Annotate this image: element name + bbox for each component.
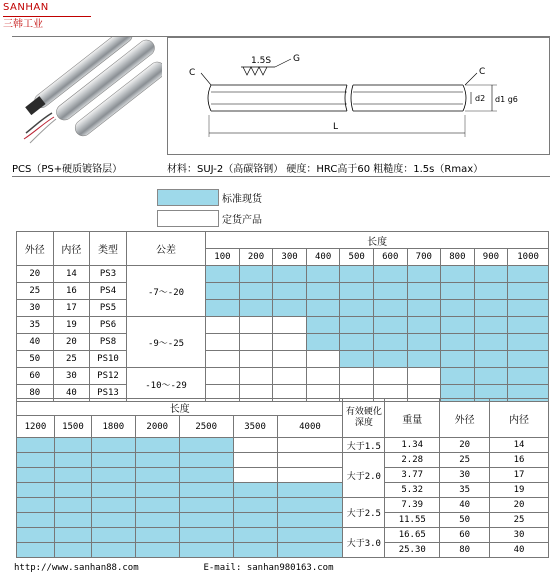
table2-cell-standard <box>54 453 91 468</box>
table1-cell-standard <box>373 266 407 283</box>
table1-cell-od: 80 <box>17 385 54 402</box>
table2-cell-standard <box>54 483 91 498</box>
spec-table-short <box>16 231 549 402</box>
table1-cell-standard <box>508 334 549 351</box>
table1-cell-custom <box>306 351 340 368</box>
table1-cell-custom <box>206 334 240 351</box>
table2-cell-depth: 大于3.0 <box>343 528 385 558</box>
table2-cell-standard <box>135 498 179 513</box>
legend-label-standard: 标准现货 <box>222 194 262 205</box>
table2-cell-id: 40 <box>490 543 549 558</box>
table1-cell-type: PS6 <box>90 317 127 334</box>
table1-cell-od: 20 <box>17 266 54 283</box>
table1-col-length: 长度 <box>206 232 549 249</box>
table2-cell-id: 17 <box>490 468 549 483</box>
spec-table-long <box>16 398 549 558</box>
table2-cell-od: 60 <box>440 528 490 543</box>
table1-cell-standard <box>306 266 340 283</box>
table1-cell-type: PS10 <box>90 351 127 368</box>
table1-cell-custom <box>306 368 340 385</box>
table2-cell-weight: 5.32 <box>385 483 440 498</box>
table2-cell-standard <box>54 438 91 453</box>
table2-col-id: 内径 <box>490 399 549 438</box>
table1-cell-type: PS12 <box>90 368 127 385</box>
table1-length-header: 900 <box>474 249 508 266</box>
table2-cell-standard <box>277 528 343 543</box>
table1-cell-standard <box>441 351 475 368</box>
table2-cell-id: 30 <box>490 528 549 543</box>
table2-cell-depth: 大于1.5 <box>343 438 385 453</box>
table2-cell-od: 25 <box>440 453 490 468</box>
table2-length-header: 1200 <box>17 416 55 438</box>
technical-drawing <box>167 37 550 155</box>
table2-cell-standard <box>277 483 343 498</box>
table2-row <box>17 483 549 498</box>
table2-cell-standard <box>233 498 277 513</box>
table1-row <box>17 368 549 385</box>
table2-cell-weight: 3.77 <box>385 468 440 483</box>
table1-cell-standard <box>306 317 340 334</box>
table2-cell-standard <box>135 468 179 483</box>
table2-cell-standard <box>179 498 233 513</box>
table2-cell-standard <box>135 438 179 453</box>
table1-cell-custom <box>239 334 273 351</box>
table1-cell-standard <box>373 334 407 351</box>
table1-cell-custom <box>273 368 307 385</box>
table2-cell-weight: 1.34 <box>385 438 440 453</box>
table1-cell-od: 40 <box>17 334 54 351</box>
table1-cell-standard <box>373 300 407 317</box>
table2-row <box>17 498 549 513</box>
table2-cell-standard <box>17 498 55 513</box>
table1-cell-standard <box>373 283 407 300</box>
table1-col-id: 内径 <box>53 232 90 266</box>
table1-cell-standard <box>407 300 441 317</box>
table2-cell-standard <box>17 438 55 453</box>
table1-cell-standard <box>340 334 374 351</box>
drawing-label-d1: d1 g6 <box>495 95 518 104</box>
table1-cell-standard <box>407 283 441 300</box>
table2-cell-standard <box>135 513 179 528</box>
caption-material: 材料：SUJ-2（高碳铬钢） 硬度：HRC高于60 粗糙度：1.5s（Rmax） <box>167 164 484 175</box>
table2-cell-standard <box>233 528 277 543</box>
drawing-label-roughness: 1.5S <box>251 56 272 66</box>
table1-cell-id: 20 <box>53 334 90 351</box>
table2-length-header: 2000 <box>135 416 179 438</box>
table1-cell-tolerance: -10～-29 <box>126 368 205 402</box>
shaft-dimension-drawing <box>167 37 550 155</box>
table1-cell-standard <box>340 317 374 334</box>
table1-length-header: 400 <box>306 249 340 266</box>
table2-cell-standard <box>277 498 343 513</box>
table1-cell-custom <box>206 351 240 368</box>
table2-cell-standard <box>17 513 55 528</box>
table1-row <box>17 334 549 351</box>
table1-cell-tolerance: -9～-25 <box>126 317 205 368</box>
table2-cell-weight: 2.28 <box>385 453 440 468</box>
table1-col-tolerance: 公差 <box>126 232 205 266</box>
table1-length-header: 200 <box>239 249 273 266</box>
table1-cell-id: 19 <box>53 317 90 334</box>
table1-length-header: 500 <box>340 249 374 266</box>
table1-cell-standard <box>206 300 240 317</box>
table2-cell-standard <box>233 513 277 528</box>
table2-cell-standard <box>277 513 343 528</box>
table2-cell-standard <box>17 483 55 498</box>
table1-cell-id: 30 <box>53 368 90 385</box>
table1-cell-od: 60 <box>17 368 54 385</box>
table2-cell-custom <box>233 453 277 468</box>
table1-cell-standard <box>474 368 508 385</box>
table1-row <box>17 317 549 334</box>
table2-cell-weight: 7.39 <box>385 498 440 513</box>
table1-cell-standard <box>474 283 508 300</box>
table2-cell-custom <box>233 438 277 453</box>
brand-name-en: SANHAN <box>3 2 49 13</box>
drawing-label-c-left: C <box>189 68 196 78</box>
table2-col-od: 外径 <box>440 399 490 438</box>
table1-cell-standard <box>407 351 441 368</box>
table2-cell-standard <box>135 453 179 468</box>
table1-cell-standard <box>239 266 273 283</box>
table1-cell-id: 40 <box>53 385 90 402</box>
table1-cell-custom <box>273 351 307 368</box>
table2-cell-standard <box>91 543 135 558</box>
table1-cell-custom <box>239 368 273 385</box>
table1-cell-custom <box>239 317 273 334</box>
table1-header-row <box>17 232 549 249</box>
table1-cell-standard <box>441 266 475 283</box>
table2-cell-standard <box>91 453 135 468</box>
table2-cell-od: 50 <box>440 513 490 528</box>
table1-cell-id: 17 <box>53 300 90 317</box>
legend-swatch-standard <box>157 189 219 206</box>
footer-url[interactable]: http://www.sanhan88.com <box>14 563 139 573</box>
table1-cell-standard <box>474 351 508 368</box>
drawing-label-l: L <box>333 122 339 132</box>
table2-cell-standard <box>179 453 233 468</box>
table1-length-header: 600 <box>373 249 407 266</box>
drawing-label-d2: d2 <box>475 94 486 103</box>
table2-cell-id: 19 <box>490 483 549 498</box>
table2-cell-custom <box>277 438 343 453</box>
table1-cell-standard <box>508 351 549 368</box>
table2-cell-custom <box>277 468 343 483</box>
table1-cell-type: PS13 <box>90 385 127 402</box>
table1-cell-standard <box>474 266 508 283</box>
table2-cell-standard <box>17 468 55 483</box>
table1-col-type: 类型 <box>90 232 127 266</box>
table1-cell-type: PS5 <box>90 300 127 317</box>
table2-cell-id: 20 <box>490 498 549 513</box>
table2-cell-standard <box>54 528 91 543</box>
shaft-photo-illustration <box>12 37 162 155</box>
table1-cell-od: 30 <box>17 300 54 317</box>
table1-cell-custom <box>206 368 240 385</box>
table2-cell-id: 16 <box>490 453 549 468</box>
table1-cell-standard <box>441 317 475 334</box>
table2-cell-standard <box>179 543 233 558</box>
table2-cell-custom <box>233 468 277 483</box>
table2-col-depth: 有效硬化深度 <box>343 399 385 438</box>
table2-row <box>17 513 549 528</box>
table2-cell-standard <box>91 468 135 483</box>
table1-length-header: 1000 <box>508 249 549 266</box>
table1-cell-standard <box>508 368 549 385</box>
table2-cell-id: 14 <box>490 438 549 453</box>
table2-cell-od: 20 <box>440 438 490 453</box>
table2-cell-standard <box>91 483 135 498</box>
table2-length-header: 2500 <box>179 416 233 438</box>
table2-cell-id: 25 <box>490 513 549 528</box>
table1-cell-standard <box>407 317 441 334</box>
table1-row <box>17 300 549 317</box>
brand-logo <box>3 2 93 30</box>
table2-length-header: 4000 <box>277 416 343 438</box>
legend-swatch-custom <box>157 210 219 227</box>
table2-cell-custom <box>277 453 343 468</box>
table1-cell-id: 14 <box>53 266 90 283</box>
table1-cell-standard <box>407 334 441 351</box>
table1-cell-standard <box>373 351 407 368</box>
table1-length-header: 100 <box>206 249 240 266</box>
table2-row <box>17 468 549 483</box>
table1-cell-od: 25 <box>17 283 54 300</box>
table1-cell-standard <box>239 300 273 317</box>
table2-cell-standard <box>91 438 135 453</box>
table1-cell-standard <box>340 351 374 368</box>
table1-cell-id: 25 <box>53 351 90 368</box>
table2-cell-standard <box>179 483 233 498</box>
table2-col-weight: 重量 <box>385 399 440 438</box>
table2-cell-standard <box>233 483 277 498</box>
table2-cell-standard <box>179 468 233 483</box>
table2-cell-standard <box>54 468 91 483</box>
table1-cell-custom <box>206 317 240 334</box>
table2-cell-weight: 16.65 <box>385 528 440 543</box>
table1-cell-standard <box>441 368 475 385</box>
table1-cell-standard <box>373 317 407 334</box>
table2-cell-standard <box>135 483 179 498</box>
drawing-label-c-right: C <box>479 67 486 77</box>
table2-cell-standard <box>91 528 135 543</box>
footer-email[interactable]: E-mail: sanhan980163.com <box>203 563 334 573</box>
table2-cell-weight: 11.55 <box>385 513 440 528</box>
table1-cell-standard <box>273 300 307 317</box>
table2-row <box>17 453 549 468</box>
table2-cell-standard <box>179 528 233 543</box>
table2-cell-depth: 大于2.0 <box>343 453 385 498</box>
table1-cell-standard <box>306 300 340 317</box>
table1-cell-standard <box>340 266 374 283</box>
table1-cell-custom <box>273 334 307 351</box>
table2-length-header: 1500 <box>54 416 91 438</box>
table1-row <box>17 266 549 283</box>
table2-cell-standard <box>54 513 91 528</box>
table1-cell-standard <box>474 334 508 351</box>
table1-cell-custom <box>273 317 307 334</box>
table2-cell-standard <box>135 528 179 543</box>
table1-cell-type: PS4 <box>90 283 127 300</box>
table2-cell-od: 30 <box>440 468 490 483</box>
table1-cell-standard <box>340 283 374 300</box>
table1-cell-od: 35 <box>17 317 54 334</box>
table2-cell-standard <box>17 453 55 468</box>
table1-cell-standard <box>508 266 549 283</box>
table2-cell-standard <box>17 528 55 543</box>
table2-cell-standard <box>135 543 179 558</box>
table2-cell-od: 40 <box>440 498 490 513</box>
legend-label-custom: 定货产品 <box>222 215 262 226</box>
table1-cell-standard <box>474 300 508 317</box>
table2-cell-depth: 大于2.5 <box>343 498 385 528</box>
table1-length-header: 800 <box>441 249 475 266</box>
table1-row <box>17 351 549 368</box>
table2-cell-standard <box>277 543 343 558</box>
table2-length-header: 3500 <box>233 416 277 438</box>
table2-cell-standard <box>91 513 135 528</box>
table1-cell-tolerance: -7～-20 <box>126 266 205 317</box>
table2-col-length: 长度 <box>17 399 343 416</box>
table2-cell-standard <box>233 543 277 558</box>
table2-cell-standard <box>179 513 233 528</box>
table1-cell-standard <box>508 300 549 317</box>
table1-cell-type: PS8 <box>90 334 127 351</box>
table1-cell-custom <box>373 368 407 385</box>
caption-product: PCS（PS+硬质镀铬层） <box>12 164 123 175</box>
brand-name-cn: 三韩工业 <box>3 19 43 30</box>
table2-cell-standard <box>54 498 91 513</box>
table2-cell-standard <box>179 438 233 453</box>
table1-cell-custom <box>340 368 374 385</box>
table1-cell-id: 16 <box>53 283 90 300</box>
table1-cell-standard <box>474 317 508 334</box>
table1-length-header: 700 <box>407 249 441 266</box>
table1-cell-standard <box>206 266 240 283</box>
product-photo <box>12 37 162 155</box>
table1-cell-custom <box>407 368 441 385</box>
table2-row <box>17 528 549 543</box>
table1-cell-standard <box>508 317 549 334</box>
drawing-label-g: G <box>293 54 300 64</box>
table1-cell-standard <box>239 283 273 300</box>
table1-cell-standard <box>206 283 240 300</box>
table1-cell-type: PS3 <box>90 266 127 283</box>
footer <box>14 563 334 573</box>
table1-cell-standard <box>273 283 307 300</box>
table2-length-header: 1800 <box>91 416 135 438</box>
table1-cell-standard <box>407 266 441 283</box>
table1-cell-standard <box>441 334 475 351</box>
table2-row <box>17 438 549 453</box>
table1-cell-od: 50 <box>17 351 54 368</box>
table2-cell-standard <box>54 543 91 558</box>
table1-row <box>17 283 549 300</box>
table1-cell-custom <box>239 351 273 368</box>
table1-cell-standard <box>340 300 374 317</box>
table2-cell-od: 80 <box>440 543 490 558</box>
table2-cell-od: 35 <box>440 483 490 498</box>
brand-rule <box>3 16 91 17</box>
table2-row <box>17 543 549 558</box>
table1-cell-standard <box>273 266 307 283</box>
table1-length-header: 300 <box>273 249 307 266</box>
table2-cell-standard <box>91 498 135 513</box>
table2-header-row <box>17 399 549 416</box>
table1-col-od: 外径 <box>17 232 54 266</box>
table1-cell-standard <box>306 283 340 300</box>
table1-cell-standard <box>441 300 475 317</box>
caption-divider <box>12 176 550 177</box>
table1-cell-standard <box>441 283 475 300</box>
table1-cell-standard <box>306 334 340 351</box>
table2-cell-weight: 25.30 <box>385 543 440 558</box>
table2-cell-standard <box>17 543 55 558</box>
table1-cell-standard <box>508 283 549 300</box>
